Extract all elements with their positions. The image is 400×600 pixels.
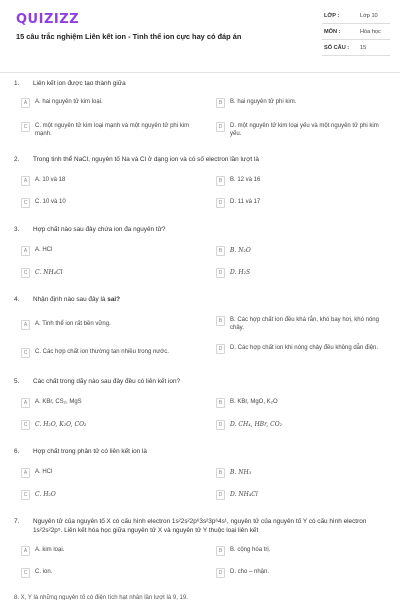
option-a[interactable] <box>21 98 201 112</box>
meta-key: MÔN : <box>324 29 341 35</box>
option-text: B. KBr, MgO, K₂O <box>230 399 278 405</box>
option-letter-box: D <box>216 568 225 578</box>
next-question-partial: 8. X, Y là những nguyên tố có điện tích hạt nhân lần lượt là 9, 19. <box>14 595 188 600</box>
option-text: A. hai nguyên tử kim loại. <box>35 99 103 105</box>
option-text: C. Các hợp chất ion thường tan nhiều trong nước. <box>35 349 169 355</box>
option-text: B. NH₃ <box>230 469 252 476</box>
option-letter-box: B <box>216 176 225 186</box>
option-b[interactable] <box>216 546 366 560</box>
option-text: D. Các hợp chất ion khi nóng chảy đều không dẫn điện. <box>230 345 379 351</box>
option-text: D. cho – nhận. <box>230 569 270 575</box>
option-text: A. kim loại. <box>35 547 65 553</box>
question-number: 2. <box>14 156 20 163</box>
option-letter-box: A <box>21 546 30 556</box>
option-c[interactable] <box>21 568 201 582</box>
option-a[interactable] <box>21 398 201 412</box>
option-letter-box: D <box>216 420 225 430</box>
option-text: B. hai nguyên tử phi kim. <box>230 99 297 105</box>
question-number: 3. <box>14 226 20 233</box>
meta-value: 15 <box>360 45 367 51</box>
option-text: A. HCl <box>35 469 53 475</box>
option-d[interactable] <box>216 122 379 142</box>
question-number: 1. <box>14 80 20 87</box>
option-letter-box: A <box>21 246 30 256</box>
option-b[interactable] <box>216 468 366 482</box>
question-text-main: Nhận định nào sau đây là <box>33 296 106 303</box>
meta-row-class <box>322 8 390 24</box>
question-text: Nguyên tử của nguyên tố X có cấu hình electron 1s²2s²2p⁶3s²3p⁶4s¹, nguyên tử của nguyên tố Y có cấu hình electron 1s²2s²2p⁵. Liên kết hóa học giữa nguyên tử X và nguyên tử Y thuộc loại liên kết <box>33 518 367 534</box>
option-letter-box: A <box>21 320 30 330</box>
option-text: A. Tinh thể ion rất bền vững. <box>35 321 111 327</box>
option-text: B. 12 và 16 <box>230 177 261 183</box>
question-text: Hợp chất trong phân tử có liên kết ion là <box>33 448 147 455</box>
question-number: 7. <box>14 518 20 525</box>
option-letter-box: C <box>21 122 30 132</box>
option-text: A. KBr, CS₂, MgS <box>35 399 82 405</box>
option-letter-box: A <box>21 176 30 186</box>
option-b[interactable] <box>216 316 379 336</box>
option-c[interactable] <box>21 420 201 434</box>
meta-key: SỐ CÂU : <box>324 45 350 51</box>
option-c[interactable] <box>21 490 201 504</box>
option-letter-box: B <box>216 246 225 256</box>
option-d[interactable] <box>216 490 366 504</box>
header-divider <box>0 72 400 73</box>
option-letter-box: D <box>216 122 225 132</box>
question-number: 4. <box>14 296 20 303</box>
question-text <box>33 296 385 305</box>
meta-table <box>322 8 390 56</box>
meta-key: LỚP : <box>324 13 340 19</box>
option-text: B. N₂O <box>230 247 251 254</box>
option-c[interactable] <box>21 198 201 212</box>
meta-value: Lớp 10 <box>360 13 378 19</box>
option-text: C. H₂O <box>35 491 56 498</box>
option-text: D. NH₄Cl <box>230 491 258 498</box>
option-letter-box: C <box>21 420 30 430</box>
option-a[interactable] <box>21 176 201 190</box>
option-text: C. 10 và 10 <box>35 199 66 205</box>
option-b[interactable] <box>216 98 366 112</box>
option-d[interactable] <box>216 344 379 364</box>
question-text-emphasis: sai? <box>107 296 121 303</box>
option-letter-box: D <box>216 490 225 500</box>
option-c[interactable] <box>21 268 201 282</box>
option-text: D. một nguyên tử kim loại yếu và một nguyên tử phi kim yếu. <box>230 123 379 137</box>
option-text: B. cộng hóa trị. <box>230 547 271 553</box>
option-d[interactable] <box>216 568 366 582</box>
option-d[interactable] <box>216 420 366 434</box>
option-letter-box: B <box>216 316 225 326</box>
option-text: C. ion. <box>35 569 53 575</box>
option-b[interactable] <box>216 176 366 190</box>
option-text: A. HCl <box>35 247 53 253</box>
meta-row-subject <box>322 24 390 40</box>
option-c[interactable] <box>21 122 201 142</box>
question-number: 6. <box>14 448 20 455</box>
option-text: D. CH₄, HBr, CO₂ <box>230 421 283 428</box>
meta-value: Hóa học <box>360 29 381 35</box>
option-letter-box: A <box>21 468 30 478</box>
option-letter-box: C <box>21 348 30 358</box>
option-a[interactable] <box>21 546 201 560</box>
option-letter-box: D <box>216 344 225 354</box>
option-text: C. một nguyên tử kim loại mạnh và một nguyên tử phi kim mạnh. <box>35 123 190 137</box>
option-c[interactable] <box>21 348 201 362</box>
option-text: A. 10 và 18 <box>35 177 66 183</box>
option-d[interactable] <box>216 198 366 212</box>
page-title: 15 câu trắc nghiệm Liên kết ion - Tinh thể ion cực hay có đáp án <box>16 32 242 41</box>
quizizz-logo: QUIZIZZ <box>16 12 80 27</box>
option-letter-box: B <box>216 546 225 556</box>
option-text: C. NH₄Cl <box>35 269 63 276</box>
question-text: Liên kết ion được tạo thành giữa <box>33 80 126 87</box>
option-a[interactable] <box>21 246 201 260</box>
page-header <box>10 8 390 68</box>
option-letter-box: D <box>216 268 225 278</box>
option-letter-box: C <box>21 490 30 500</box>
question-number: 5. <box>14 378 20 385</box>
option-letter-box: B <box>216 468 225 478</box>
option-letter-box: C <box>21 268 30 278</box>
question-text: Trong tinh thể NaCl, nguyên tố Na và Cl ở dạng ion và có số electron lần lượt là <box>33 156 259 163</box>
option-b[interactable] <box>216 398 366 412</box>
option-a[interactable] <box>21 320 201 334</box>
meta-row-count <box>322 40 390 56</box>
option-letter-box: B <box>216 398 225 408</box>
option-letter-box: B <box>216 98 225 108</box>
option-letter-box: C <box>21 198 30 208</box>
option-letter-box: A <box>21 398 30 408</box>
option-text: D. 11 và 17 <box>230 199 261 205</box>
option-a[interactable] <box>21 468 201 482</box>
option-text: D. H₂S <box>230 269 251 276</box>
option-b[interactable] <box>216 246 366 260</box>
option-d[interactable] <box>216 268 366 282</box>
question-text: Hợp chất nào sau đây chứa ion đa nguyên tử? <box>33 226 166 233</box>
question-text: Các chất trong dãy nào sau đây đều có liên kết ion? <box>33 378 181 385</box>
option-letter-box: D <box>216 198 225 208</box>
option-letter-box: C <box>21 568 30 578</box>
option-text: C. H₂O, K₂O, CO₂ <box>35 421 87 428</box>
option-letter-box: A <box>21 98 30 108</box>
option-text: B. Các hợp chất ion đều khá rắn, khó bay hơi, khó nóng chảy. <box>230 317 379 331</box>
